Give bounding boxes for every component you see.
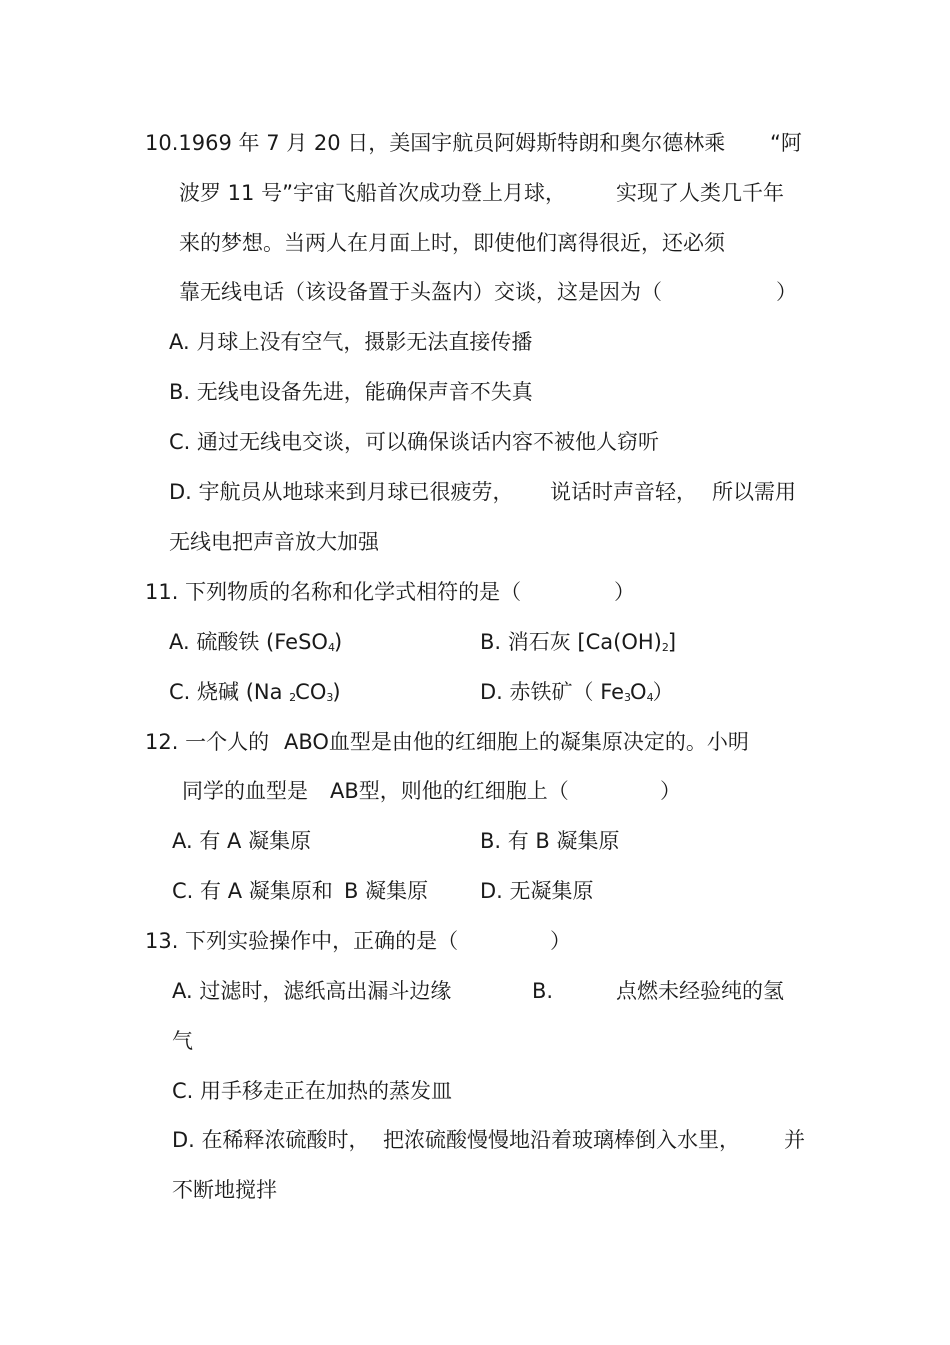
q12-stem-line-1a: 12. 一个人的 bbox=[145, 730, 270, 754]
q13-option-d-part-3: 并 bbox=[784, 1128, 805, 1152]
q11-option-c bbox=[169, 677, 341, 707]
q11-option-d-text: D. 赤铁矿（ Fe bbox=[480, 680, 625, 704]
q12-option-b: B. 有 B 凝集原 bbox=[480, 829, 620, 853]
q12-option-a: A. 有 A 凝集原 bbox=[172, 829, 312, 853]
q11-option-c-subscript-2: 3 bbox=[326, 691, 333, 704]
q11-option-b-close: ] bbox=[667, 630, 677, 654]
q13-option-d-part-4: 不断地搅拌 bbox=[172, 1178, 277, 1202]
q10-option-b: B. 无线电设备先进，能确保声音不失真 bbox=[169, 380, 533, 404]
q12-option-c-part-1: C. 有 A 凝集原和 bbox=[172, 879, 333, 903]
q11-option-a-close: ) bbox=[333, 630, 343, 654]
q10-stem-line-1-end: “阿 bbox=[770, 131, 802, 155]
q13-stem-end: ） bbox=[550, 929, 571, 953]
q13-option-b-text: 点燃未经验纯的氢 bbox=[616, 979, 784, 1003]
q12-option-d: D. 无凝集原 bbox=[480, 879, 594, 903]
q10-stem-line-2-end: 实现了人类几千年 bbox=[616, 181, 784, 205]
q11-option-c-text: C. 烧碱 (Na bbox=[169, 680, 283, 704]
q11-option-b-subscript: 2 bbox=[661, 641, 668, 654]
q11-option-d-close: ） bbox=[652, 680, 674, 704]
q10-option-d-part-1: D. 宇航员从地球来到月球已很疲劳， bbox=[169, 480, 514, 504]
q11-option-a bbox=[169, 627, 342, 657]
q10-option-d-part-4: 无线电把声音放大加强 bbox=[169, 530, 379, 554]
q12-stem-line-2-end: ） bbox=[660, 779, 681, 803]
q11-stem-end: ） bbox=[614, 580, 635, 604]
q10-stem-line-2: 波罗 11 号”宇宙飞船首次成功登上月球， bbox=[179, 181, 566, 205]
q12-stem-line-1b: ABO血型是由他的红细胞上的凝集原决定的。小明 bbox=[284, 730, 749, 754]
q11-option-b bbox=[480, 627, 676, 657]
q10-option-a: A. 月球上没有空气，摄影无法直接传播 bbox=[169, 330, 533, 354]
q13-option-d-part-1: D. 在稀释浓硫酸时， bbox=[172, 1128, 370, 1152]
q10-stem-line-1: 10.1969 年 7 月 20 日，美国宇航员阿姆斯特朗和奥尔德林乘 bbox=[145, 131, 726, 155]
q13-option-c: C. 用手移走正在加热的蒸发皿 bbox=[172, 1079, 453, 1103]
q13-option-b-wrap: 气 bbox=[172, 1029, 193, 1053]
q11-option-d bbox=[480, 677, 674, 707]
q12-stem-line-2a: 同学的血型是 bbox=[182, 779, 308, 803]
q10-option-c: C. 通过无线电交谈，可以确保谈话内容不被他人窃听 bbox=[169, 430, 660, 454]
q11-option-b-text: B. 消石灰 [Ca(OH) bbox=[480, 630, 662, 654]
q11-option-c-close: ) bbox=[332, 680, 341, 704]
q12-stem-line-2b: AB型，则他的红细胞上（ bbox=[330, 779, 569, 803]
q11-option-c-subscript-1: 2 bbox=[289, 691, 296, 704]
q10-stem-line-4-end: ） bbox=[776, 280, 797, 304]
q11-option-d-subscript-1: 3 bbox=[624, 691, 631, 704]
q10-stem-line-3: 来的梦想。当两人在月面上时，即使他们离得很近，还必须 bbox=[179, 231, 725, 255]
q11-option-d-subscript-2: 4 bbox=[646, 691, 653, 704]
q13-option-a: A. 过滤时，滤纸高出漏斗边缘 bbox=[172, 979, 452, 1003]
q11-option-d-formula: O bbox=[630, 680, 647, 704]
q11-stem: 11. 下列物质的名称和化学式相符的是（ bbox=[145, 580, 522, 604]
q10-option-d-part-2: 说话时声音轻， bbox=[550, 480, 697, 504]
q11-option-a-text: A. 硫酸铁 (FeSO bbox=[169, 630, 328, 654]
q13-stem: 13. 下列实验操作中，正确的是（ bbox=[145, 929, 459, 953]
q12-option-c-part-2: B 凝集原 bbox=[344, 879, 429, 903]
q10-stem-line-4: 靠无线电话（该设备置于头盔内）交谈，这是因为（ bbox=[179, 280, 662, 304]
q10-option-d-part-3: 所以需用 bbox=[712, 480, 796, 504]
q13-option-d-part-2: 把浓硫酸慢慢地沿着玻璃棒倒入水里， bbox=[383, 1128, 740, 1152]
q11-option-a-subscript: 4 bbox=[327, 641, 334, 654]
q11-option-c-formula: CO bbox=[295, 680, 327, 704]
q13-option-b-label: B. bbox=[532, 979, 554, 1003]
